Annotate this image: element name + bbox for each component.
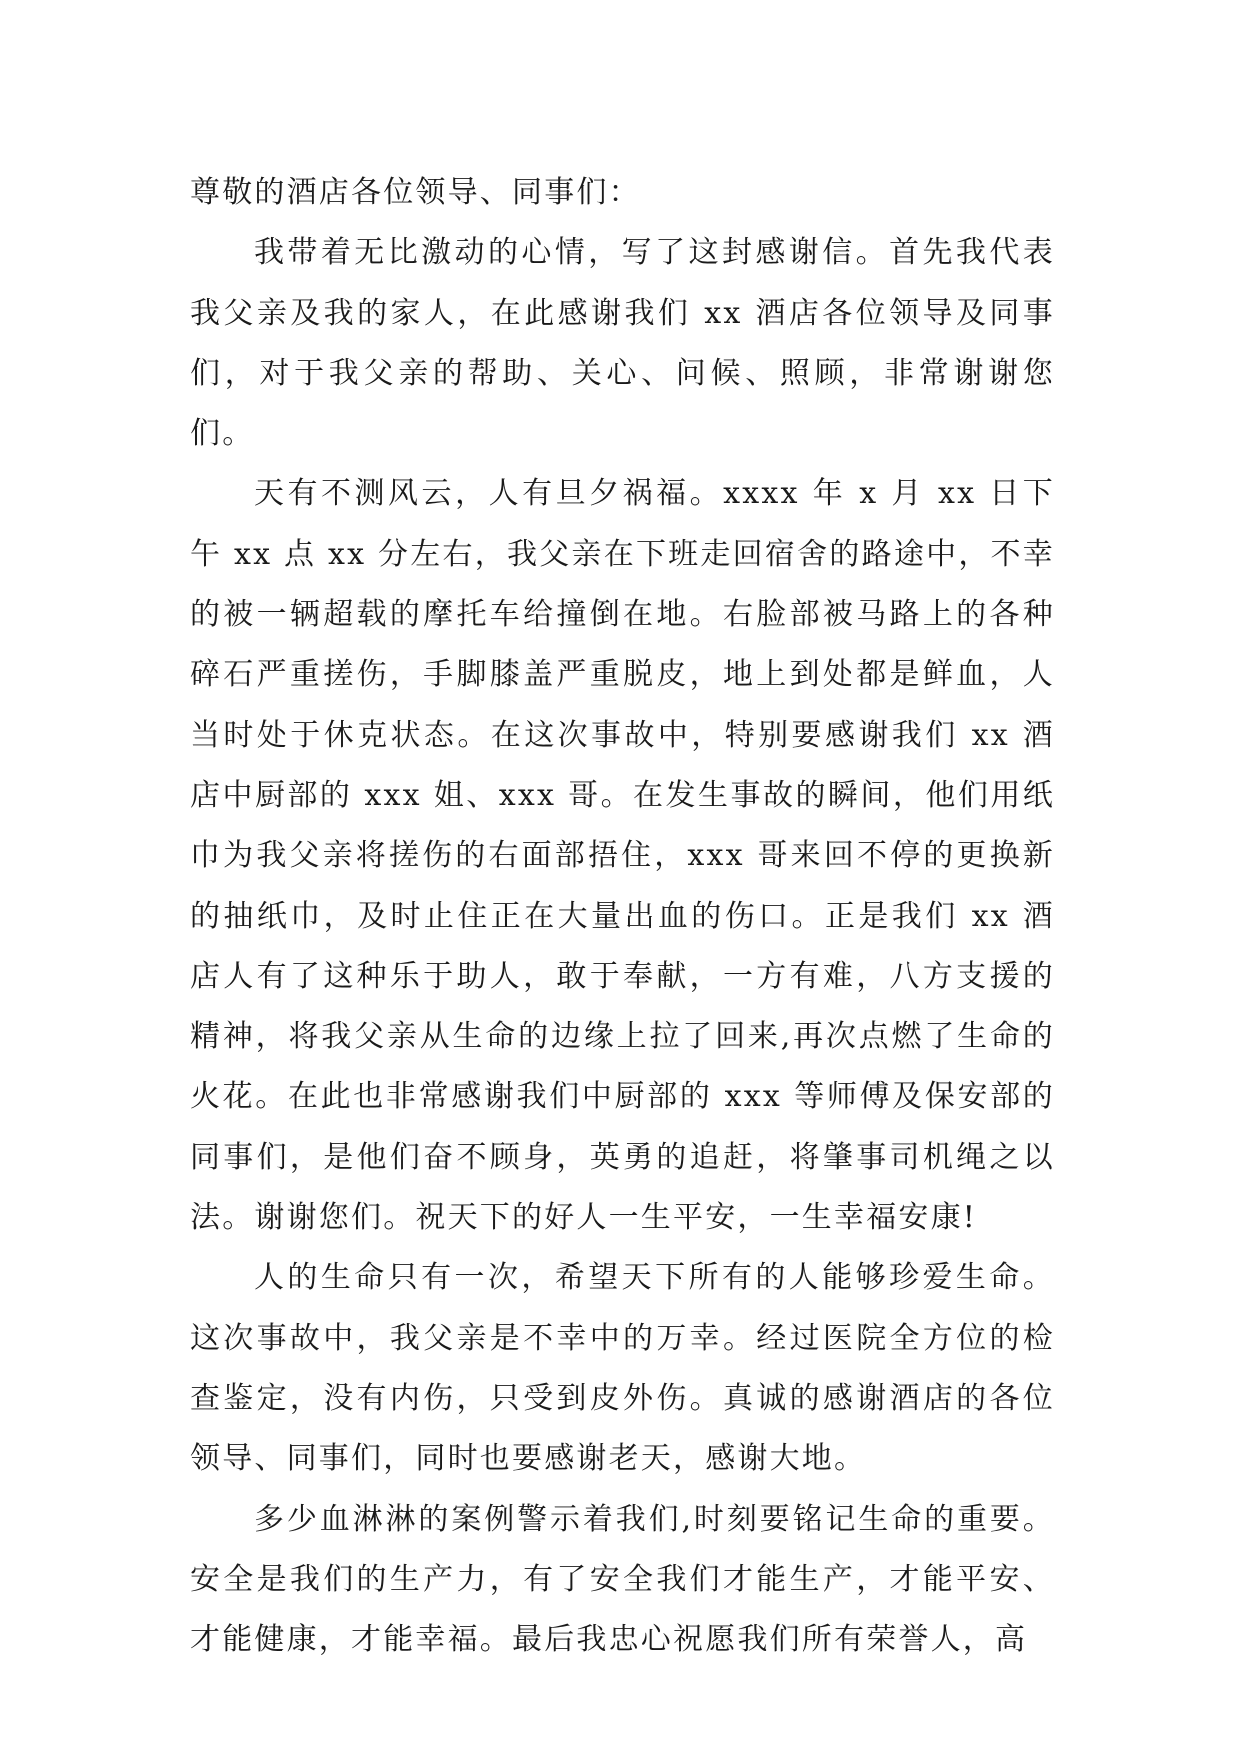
letter-paragraph-2: 天有不测风云，人有旦夕祸福。xxxx 年 x 月 xx 日下午 xx 点 xx 分左右，我父亲在下班走回宿舍的路途中，不幸的被一辆超载的摩托车给撞倒在地。右脸部被马路上的各种碎石严重搓伤，手脚膝盖严重脱皮，地上到处都是鲜血，人当时处于休克状态。在这次事故中，特别要感谢我们 xx 酒店中厨部的 xxx 姐、xxx 哥。在发生事故的瞬间，他们用纸巾为我父亲将搓伤的右面部捂住，xxx 哥来回不停的更换新的抽纸巾，及时止住正在大量出血的伤口。正是我们 xx 酒店人有了这种乐于助人，敢于奉献，一方有难，八方支援的精神，将我父亲从生命的边缘上拉了回来,再次点燃了生命的火花。在此也非常感谢我们中厨部的 xxx 等师傅及保安部的同事们，是他们奋不顾身，英勇的追赶，将肇事司机绳之以法。谢谢您们。祝天下的好人一生平安，一生幸福安康! — [190, 476, 1055, 1236]
letter-paragraph-4: 多少血淋淋的案例警示着我们,时刻要铭记生命的重要。安全是我们的生产力，有了安全我们才能生产，才能平安、才能健康，才能幸福。最后我忠心祝愿我们所有荣誉人，高 — [190, 1501, 1055, 1658]
letter-paragraph-1: 我带着无比激动的心情，写了这封感谢信。首先我代表我父亲及我的家人，在此感谢我们 xx 酒店各位领导及同事们，对于我父亲的帮助、关心、问候、照顾，非常谢谢您们。 — [190, 235, 1055, 452]
letter-salutation: 尊敬的酒店各位领导、同事们： — [190, 175, 641, 210]
letter-paragraph-3: 人的生命只有一次，希望天下所有的人能够珍爱生命。这次事故中，我父亲是不幸中的万幸。经过医院全方位的检查鉴定，没有内伤，只受到皮外伤。真诚的感谢酒店的各位领导、同事们，同时也要感谢老天，感谢大地。 — [190, 1260, 1055, 1477]
letter-body — [190, 163, 1055, 1670]
